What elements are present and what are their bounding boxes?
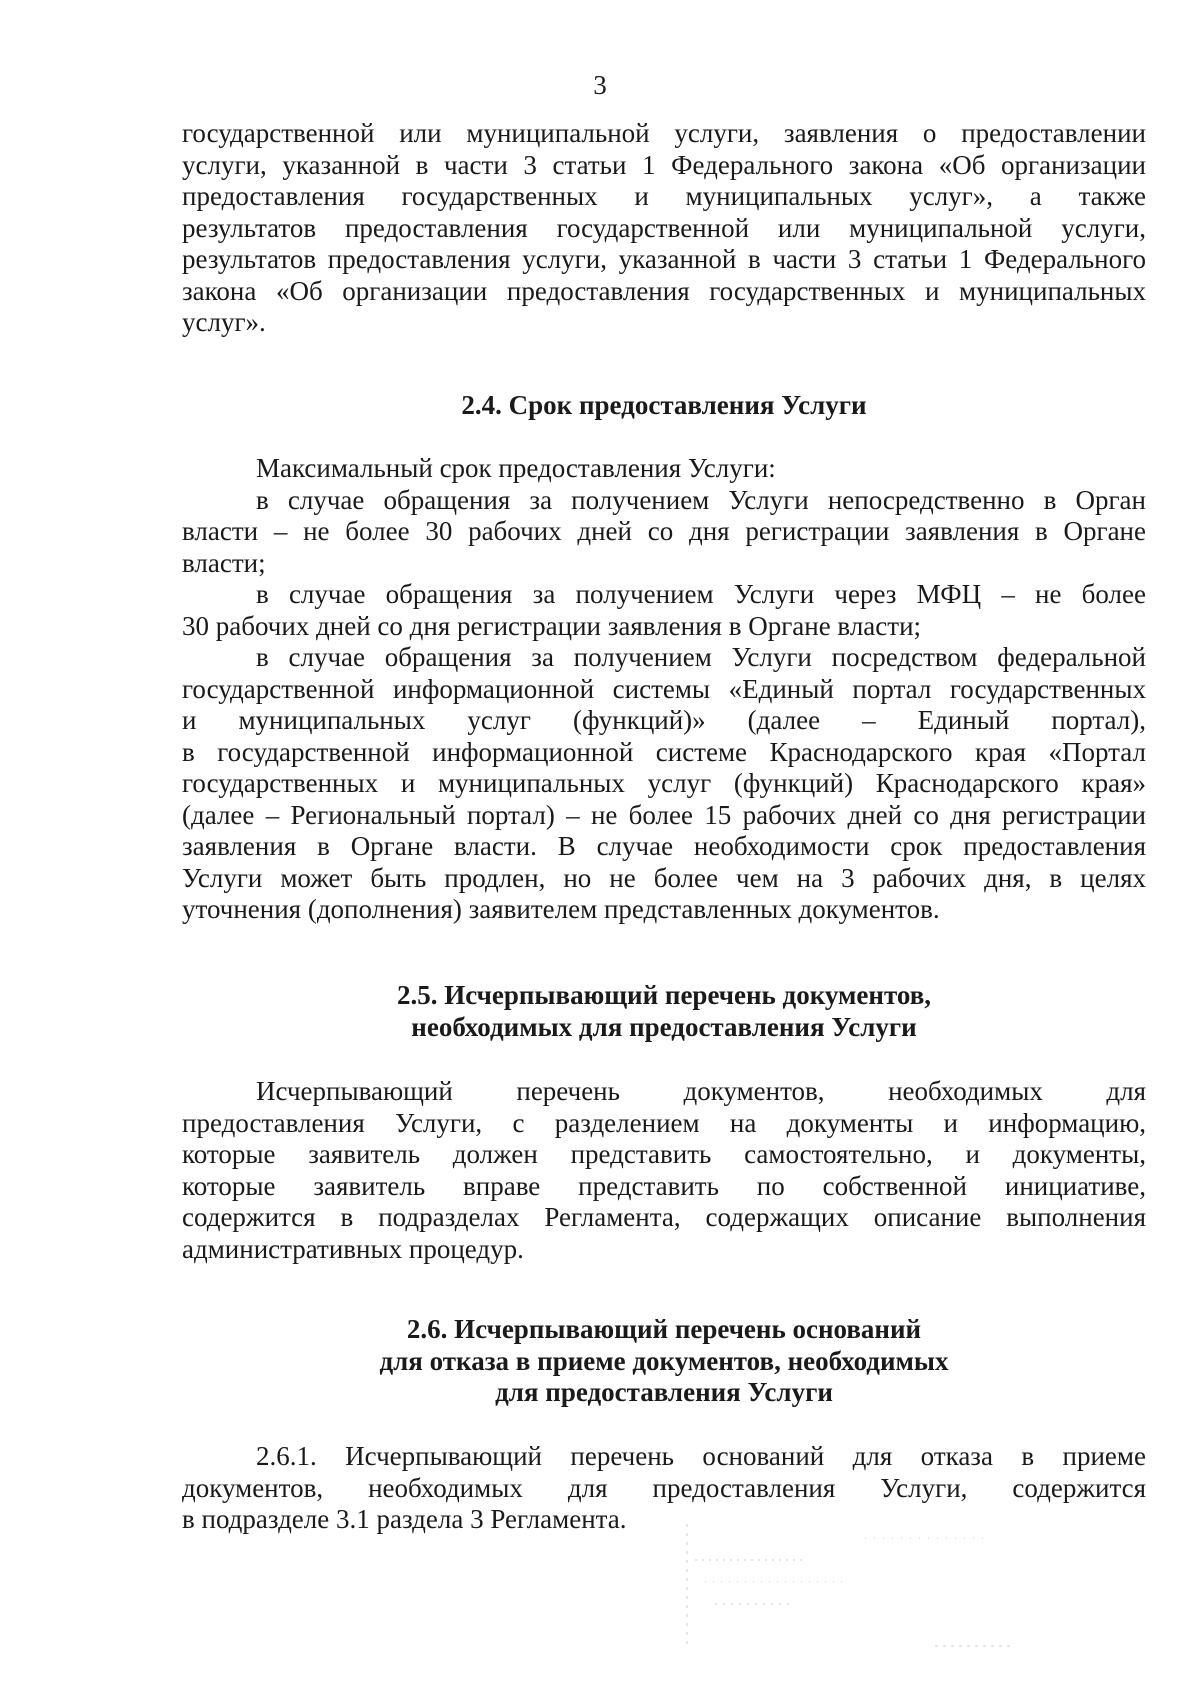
faint-stamp-mark — [685, 1520, 1025, 1660]
text-line: (далее – Региональный портал) – не более 15 рабочих дней со дня регистрации — [182, 799, 1146, 830]
page-number: 3 — [593, 70, 607, 100]
text-line: в случае обращения за получением Услуги непосредственно в Орган — [256, 484, 1146, 515]
text-line: власти – не более 30 рабочих дней со дня регистрации заявления в Органе — [182, 516, 1146, 546]
text-line: 30 рабочих дней со дня регистрации заявления в Органе власти; — [182, 610, 922, 641]
section-2-6-heading — [182, 1314, 1146, 1409]
text-line: закона «Об организации предоставления государственных и муниципальных — [182, 275, 1146, 306]
text-line: результатов предоставления государственной или муниципальной услуги, — [182, 212, 1146, 243]
text-line: Услуги может быть продлен, но не более чем на 3 рабочих дня, в целях — [182, 862, 1146, 893]
text-line: в случае обращения за получением Услуги посредством федеральной — [256, 642, 1146, 672]
text-line: в государственной информационной системе Краснодарского края «Портал — [182, 736, 1146, 767]
text-line: государственной или муниципальной услуги, заявления о предоставлении — [182, 118, 1146, 148]
text-line: предоставления государственных и муниципальных услуг», а также — [182, 181, 1146, 211]
text-line: 2.6.1. Исчерпывающий перечень оснований для отказа в приеме — [256, 1441, 1146, 1471]
text-line: Исчерпывающий перечень документов, необходимых для — [256, 1076, 1146, 1106]
text-line: в подразделе 3.1 раздела 3 Регламента. — [182, 1504, 627, 1534]
text-line: которые заявитель вправе представить по собственной инициативе, — [182, 1170, 1146, 1201]
text-line: и муниципальных услуг (функций)» (далее – Единый портал), — [182, 705, 1146, 735]
text-line: заявления в Органе власти. В случае необходимости срок предоставления — [182, 831, 1146, 861]
section-2-4-heading: 2.4. Срок предоставления Услуги — [461, 390, 867, 420]
text-line: государственной информационной системы «Единый портал государственных — [182, 673, 1146, 704]
heading-line: для предоставления Услуги — [495, 1377, 833, 1407]
section-2-4-body — [182, 453, 1146, 926]
text-line: услуги, указанной в части 3 статьи 1 Федерального закона «Об организации — [182, 149, 1146, 180]
text-line: уточнения (дополнения) заявителем представленных документов. — [182, 894, 940, 924]
text-line: административных процедур. — [182, 1233, 524, 1264]
text-line: предоставления Услуги, с разделением на документы и информацию, — [182, 1107, 1146, 1138]
text-line: Максимальный срок предоставления Услуги: — [256, 453, 776, 483]
text-line: содержится в подразделах Регламента, содержащих описание выполнения — [182, 1202, 1146, 1232]
section-2-5-heading — [182, 980, 1146, 1043]
heading-line: необходимых для предоставления Услуги — [411, 1011, 917, 1042]
text-line: услуг». — [182, 307, 266, 337]
text-line: результатов предоставления услуги, указанной в части 3 статьи 1 Федерального — [182, 244, 1146, 274]
section-2-5-body — [182, 1076, 1146, 1265]
heading-line: 2.5. Исчерпывающий перечень документов, — [396, 980, 932, 1010]
text-line: власти; — [182, 547, 266, 578]
intro-paragraph — [182, 118, 1146, 339]
text-line: которые заявитель должен представить самостоятельно, и документы, — [182, 1139, 1146, 1169]
text-line: документов, необходимых для предоставления Услуги, содержится — [182, 1472, 1146, 1503]
heading-line: для отказа в приеме документов, необходимых — [379, 1345, 949, 1376]
text-line: государственных и муниципальных услуг (функций) Краснодарского края» — [182, 768, 1146, 798]
heading-line: 2.6. Исчерпывающий перечень оснований — [406, 1314, 922, 1344]
text-line: в случае обращения за получением Услуги через МФЦ – не более — [256, 579, 1146, 609]
